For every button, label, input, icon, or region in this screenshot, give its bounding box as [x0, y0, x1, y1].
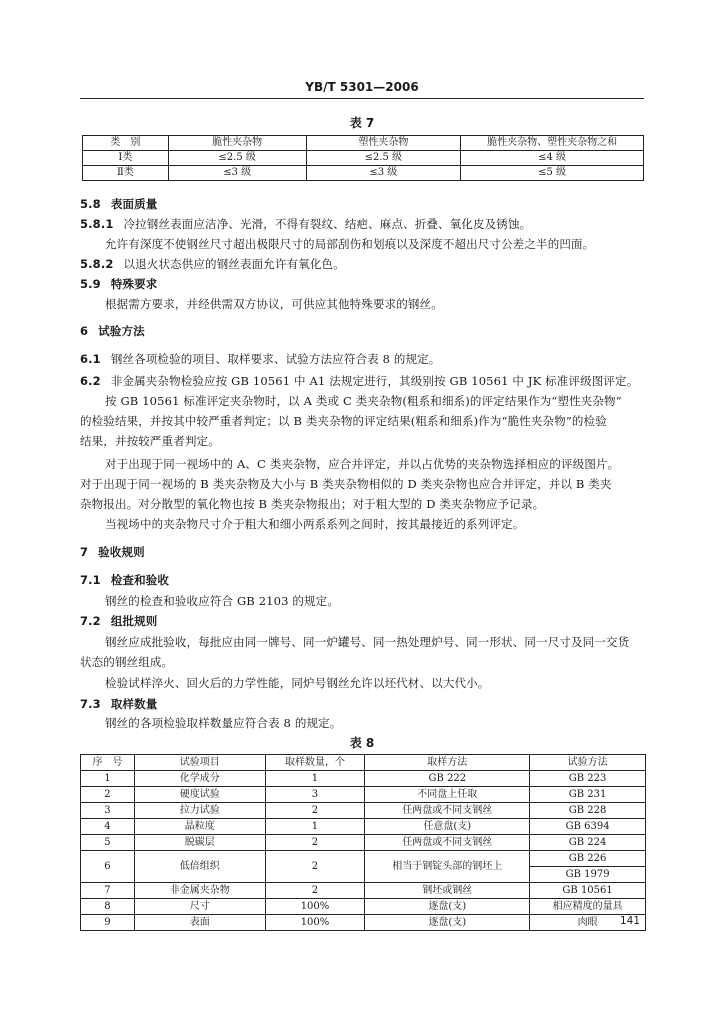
table8-cell: 化学成分: [134, 771, 265, 787]
body-line: [105, 516, 524, 532]
body-line: [80, 476, 612, 492]
table-row: [81, 819, 646, 835]
table8-cell: 7: [81, 883, 135, 899]
section-number: 5.8.2: [80, 257, 114, 271]
table-row: [83, 151, 644, 166]
table-row: [81, 787, 646, 803]
paragraph-text: 当视场中的夹杂物尺寸介于粗大和细小两系系列之间时，按其最接近的系列评定。: [105, 517, 525, 531]
table7-cell: ≤3 级: [306, 166, 461, 181]
table8-header-cell: 取样方法: [365, 755, 530, 771]
table8-cell: GB 224: [530, 835, 646, 851]
section-number: 6.1: [80, 352, 101, 366]
body-line: [80, 413, 607, 429]
body-line: [105, 634, 629, 650]
table7-cell: Ⅰ类: [83, 151, 169, 166]
table8-cell: 尺寸: [134, 899, 265, 915]
table8: [80, 754, 646, 931]
table8-cell: GB 6394: [530, 819, 646, 835]
table-row: [81, 915, 646, 931]
table8-cell: GB 1979: [530, 867, 646, 883]
table8-cell: 拉力试验: [134, 803, 265, 819]
table8-caption: 表 8: [349, 736, 375, 750]
section-heading: 组批规则: [110, 614, 158, 628]
table8-cell: GB 228: [530, 803, 646, 819]
paragraph-text: 钢丝的各项检验取样数量应符合表 8 的规定。: [105, 716, 342, 730]
paragraph-text: 状态的钢丝组成。: [80, 655, 174, 669]
table7-cell: ≤3 级: [168, 166, 306, 181]
table-row: [81, 835, 646, 851]
section-heading: 检查和验收: [110, 573, 170, 587]
table8-cell: 任两盘或不同支钢丝: [365, 803, 530, 819]
page-number: 141: [620, 915, 641, 927]
paragraph-text: 钢丝各项检验的项目、取样要求、试验方法应符合表 8 的规定。: [110, 352, 441, 366]
table-row: [81, 883, 646, 899]
table-row: [83, 166, 644, 181]
table-row: [81, 851, 646, 867]
body-line: [80, 696, 157, 712]
paragraph-text: 冷拉钢丝表面应洁净、光滑，不得有裂纹、结疤、麻点、折叠、氧化皮及锈蚀。: [123, 217, 532, 231]
table8-header-cell: 试验项目: [134, 755, 265, 771]
section-number: 5.8: [80, 197, 101, 211]
body-line: [80, 613, 157, 629]
body-line: [80, 256, 345, 272]
table7-cell: ≤4 级: [461, 151, 644, 166]
table8-cell: 相当于钢锭头部的钢坯上: [365, 851, 530, 883]
table7: [82, 135, 644, 181]
table8-cell: GB 223: [530, 771, 646, 787]
table8-cell: 晶粒度: [134, 819, 265, 835]
body-line: [80, 351, 440, 367]
body-line: [80, 276, 157, 292]
body-line: [80, 654, 173, 670]
table8-cell: 不同盘上任取: [365, 787, 530, 803]
table8-header-cell: 序 号: [81, 755, 135, 771]
table8-cell: 4: [81, 819, 135, 835]
table8-cell: 表面: [134, 915, 265, 931]
section-number: 6.2: [80, 374, 101, 388]
section-heading: 表面质量: [110, 197, 158, 211]
section-number: 7: [80, 545, 89, 559]
section-heading: 取样数量: [110, 697, 158, 711]
body-line: [80, 216, 531, 232]
table8-cell: 100%: [265, 915, 365, 931]
paragraph-text: 检验试样淬火、回火后的力学性能，同炉号钢丝允许以坯代材、以大代小。: [105, 676, 490, 690]
body-line: [80, 544, 145, 560]
paragraph-text: 结果，并按较严重者判定。: [80, 434, 220, 448]
body-line: [80, 496, 544, 512]
section-number: 5.9: [80, 277, 101, 291]
table8-header-cell: 取样数量，个: [265, 755, 365, 771]
table7-header-cell: 脆性夹杂物、塑性夹杂物之和: [461, 136, 644, 151]
table8-header-cell: 试验方法: [530, 755, 646, 771]
paragraph-text: 钢丝的检查和验收应符合 GB 2103 的规定。: [105, 594, 339, 608]
section-heading: 试验方法: [98, 324, 145, 338]
table8-cell: 硬度试验: [134, 787, 265, 803]
table-row: [81, 771, 646, 787]
section-heading: 特殊要求: [110, 277, 158, 291]
table7-header-cell: 塑性夹杂物: [306, 136, 461, 151]
paragraph-text: 根据需方要求，并经供需双方协议，可供应其他特殊要求的钢丝。: [105, 297, 443, 311]
body-line: [80, 196, 157, 212]
table7-header-cell: 类 别: [83, 136, 169, 151]
section-number: 5.8.1: [80, 217, 114, 231]
table8-cell: 1: [265, 819, 365, 835]
table7-header-cell: 脆性夹杂物: [168, 136, 306, 151]
table7-cell: ≤2.5 级: [306, 151, 461, 166]
table8-cell: 2: [265, 835, 365, 851]
table8-cell: 低倍组织: [134, 851, 265, 883]
body-line: [105, 236, 594, 252]
paragraph-text: 钢丝应成批验收，每批应由同一牌号、同一炉罐号、同一热处理炉号、同一形状、同一尺寸及同一交货: [105, 635, 630, 649]
section-number: 7.2: [80, 614, 101, 628]
body-line: [80, 373, 638, 389]
table8-cell: 脱碳层: [134, 835, 265, 851]
section-heading: 验收规则: [98, 545, 145, 559]
table8-cell: 3: [81, 803, 135, 819]
section-number: 6: [80, 324, 89, 338]
table8-cell: 100%: [265, 899, 365, 915]
table8-cell: 2: [265, 851, 365, 883]
body-line: [105, 296, 443, 312]
body-line: [105, 393, 622, 409]
table8-cell: 1: [81, 771, 135, 787]
table8-cell: 钢坯或钢丝: [365, 883, 530, 899]
table-row: [81, 803, 646, 819]
table8-cell: 2: [265, 883, 365, 899]
table7-cell: Ⅱ类: [83, 166, 169, 181]
paragraph-text: 按 GB 10561 标准评定夹杂物时，以 A 类或 C 类夹杂物(粗系和细系)的评定结果作为“塑性夹杂物”: [105, 394, 622, 408]
table8-cell: 逐盘(支): [365, 899, 530, 915]
section-number: 7.1: [80, 573, 101, 587]
table8-cell: 2: [265, 803, 365, 819]
table8-cell: 非金属夹杂物: [134, 883, 265, 899]
paragraph-text: 的检验结果，并按其中较严重者判定；以 B 类夹杂物的评定结果(粗系和细系)作为“脆性夹杂物”的检验: [80, 414, 607, 428]
table8-cell: 1: [265, 771, 365, 787]
paragraph-text: 以退火状态供应的钢丝表面允许有氧化色。: [123, 257, 345, 271]
table-row: [81, 899, 646, 915]
body-line: [80, 433, 220, 449]
table7-cell: ≤2.5 级: [168, 151, 306, 166]
table8-header-row: [81, 755, 646, 771]
table8-cell: 肉眼: [530, 915, 646, 931]
body-line: [80, 323, 145, 339]
body-line: [105, 675, 489, 691]
table7-cell: ≤5 级: [461, 166, 644, 181]
table8-cell: GB 231: [530, 787, 646, 803]
paragraph-text: 杂物报出。对分散型的氧化物也按 B 类夹杂物报出；对于粗大型的 D 类夹杂物应予记录。: [80, 497, 545, 511]
paragraph-text: 对于出现于同一视场中的 A、C 类夹杂物，应合并评定，并以占优势的夹杂物选择相应的评级图片。: [105, 457, 620, 471]
table8-cell: 9: [81, 915, 135, 931]
table7-header-row: [83, 136, 644, 151]
header-rule: [80, 98, 644, 99]
table8-cell: 任两盘或不同支钢丝: [365, 835, 530, 851]
table8-cell: GB 222: [365, 771, 530, 787]
body-line: [80, 572, 169, 588]
paragraph-text: 允许有深度不使钢丝尺寸超出极限尺寸的局部刮伤和划痕以及深度不超出尺寸公差之半的凹面。: [105, 237, 595, 251]
table8-cell: 逐盘(支): [365, 915, 530, 931]
table8-cell: 2: [81, 787, 135, 803]
body-line: [105, 593, 339, 609]
table8-cell: 8: [81, 899, 135, 915]
section-number: 7.3: [80, 697, 101, 711]
table8-cell: 任意盘(支): [365, 819, 530, 835]
table8-cell: GB 226: [530, 851, 646, 867]
table8-cell: 相应精度的量具: [530, 899, 646, 915]
standard-number: YB/T 5301—2006: [305, 80, 419, 94]
table7-caption: 表 7: [349, 116, 375, 130]
paragraph-text: 对于出现于同一视场的 B 类夹杂物及大小与 B 类夹杂物相似的 D 类夹杂物也应合并评定，并以 B 类夹: [80, 477, 612, 491]
table8-cell: 5: [81, 835, 135, 851]
table8-cell: 3: [265, 787, 365, 803]
table8-cell: GB 10561: [530, 883, 646, 899]
body-line: [105, 456, 619, 472]
table8-cell: 6: [81, 851, 135, 883]
paragraph-text: 非金属夹杂物检验应按 GB 10561 中 A1 法规定进行，其级别按 GB 10561 中 JK 标准评级图评定。: [110, 374, 639, 388]
body-line: [105, 715, 341, 731]
